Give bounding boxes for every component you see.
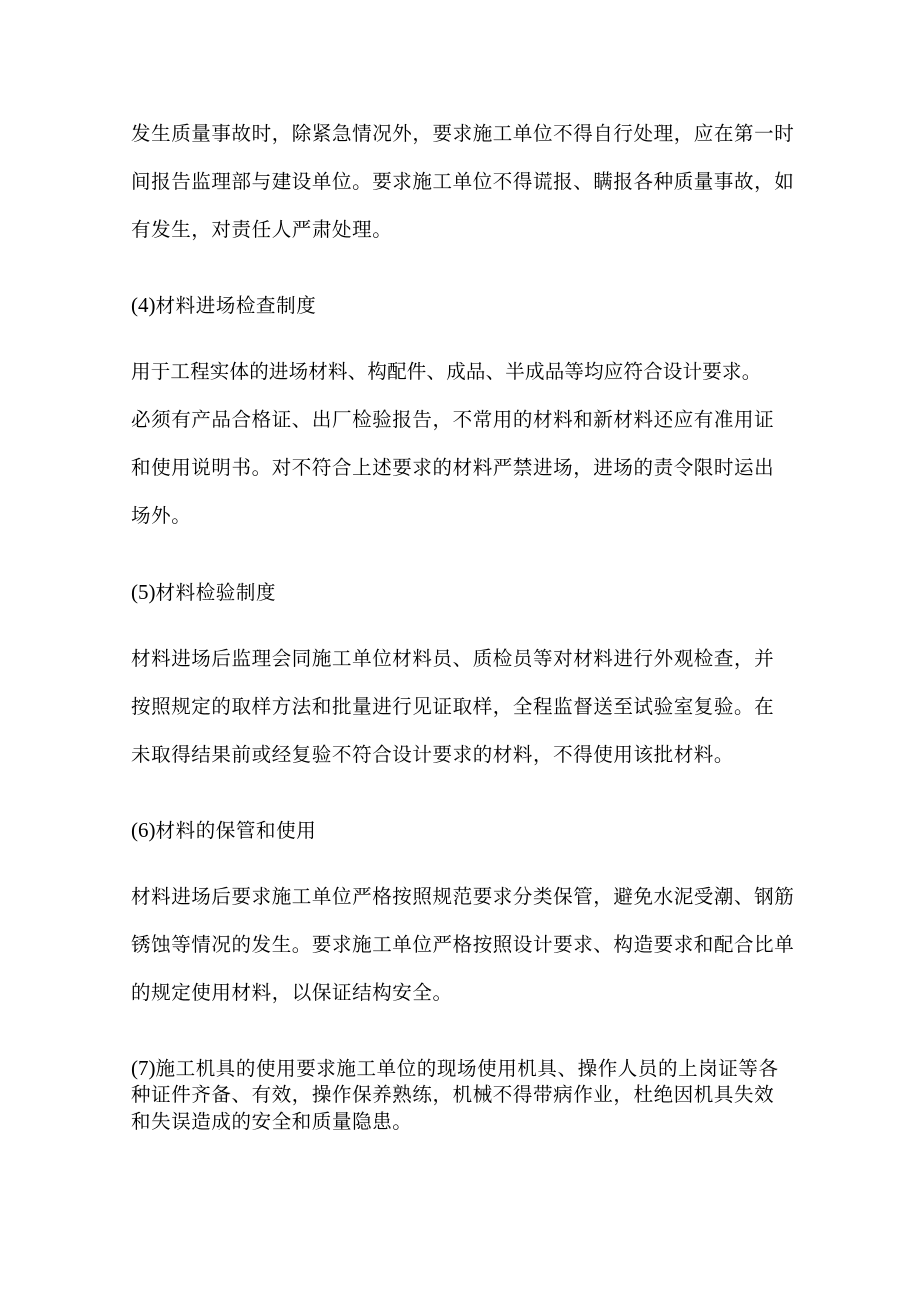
paragraph-line: 必须有产品合格证、出厂检验报告，不常用的材料和新材料还应有准用证 xyxy=(131,408,775,431)
section-title: 材料进场检查制度 xyxy=(155,294,317,317)
paragraph-line: 锈蚀等情况的发生。要求施工单位严格按照设计要求、构造要求和配合比单 xyxy=(131,933,795,956)
paragraph-line: 未取得结果前或经复验不符合设计要求的材料，不得使用该批材料。 xyxy=(131,743,735,766)
paragraph-line: 的规定使用材料，以保证结构安全。 xyxy=(131,981,453,1004)
paragraph-line: 施工机具的使用要求施工单位的现场使用机具、操作人员的上岗证等各 xyxy=(155,1057,779,1080)
section-number: (5) xyxy=(131,580,156,604)
section-number: (4) xyxy=(131,293,156,317)
paragraph-line: 有发生，对责任人严肃处理。 xyxy=(131,218,393,241)
paragraph-line: 间报告监理部与建设单位。要求施工单位不得谎报、瞒报各种质量事故，如 xyxy=(131,170,795,193)
section-number: (6) xyxy=(131,818,156,842)
paragraph-line: 场外。 xyxy=(131,504,192,527)
section-heading xyxy=(131,582,276,603)
paragraph-line: 材料进场后要求施工单位严格按照规范要求分类保管，避免水泥受潮、钢筋 xyxy=(131,885,795,908)
section-number: (7) xyxy=(131,1056,156,1080)
paragraph-line: 按照规定的取样方法和批量进行见证取样，全程监督送至试验室复验。在 xyxy=(131,695,775,718)
paragraph-line: 和失误造成的安全和质量隐患。 xyxy=(131,1110,413,1133)
section-title: 材料的保管和使用 xyxy=(155,819,317,842)
paragraph-line: 材料进场后监理会同施工单位材料员、质检员等对材料进行外观检查，并 xyxy=(131,647,775,670)
paragraph-line: 种证件齐备、有效，操作保养熟练，机械不得带病作业，杜绝因机具失效 xyxy=(131,1083,775,1106)
paragraph-line: 和使用说明书。对不符合上述要求的材料严禁进场，进场的责令限时运出 xyxy=(131,456,775,479)
section-heading xyxy=(131,820,316,841)
paragraph-line: 发生质量事故时，除紧急情况外，要求施工单位不得自行处理，应在第一时 xyxy=(131,122,795,145)
section-title: 材料检验制度 xyxy=(155,581,277,604)
paragraph-line: 用于工程实体的进场材料、构配件、成品、半成品等均应符合设计要求。 xyxy=(131,360,762,383)
section-heading xyxy=(131,295,316,316)
section-heading xyxy=(131,1058,779,1079)
